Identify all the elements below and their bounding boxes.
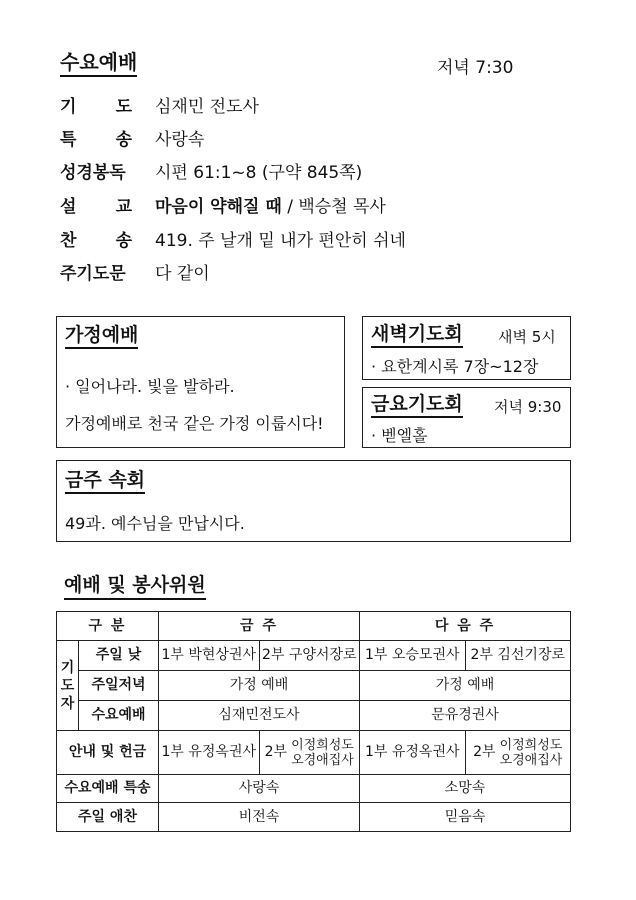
usher-next-name1: 이정희성도 (499, 737, 563, 753)
prayer-group-text: 기도자 (60, 659, 75, 712)
head-next-week: 다 음 주 (360, 612, 571, 641)
cell-next: 가정 예배 (360, 671, 571, 701)
family-worship-title: 가정예배 (65, 323, 138, 349)
cell-next-a: 1부 유정옥권사 (364, 744, 460, 760)
cell-this: 비전속 (159, 803, 360, 832)
family-worship-box (56, 316, 345, 448)
cell-next: 소망속 (360, 775, 571, 803)
friday-prayer-text: · 벧엘홀 (371, 426, 428, 445)
info-label: 주기도문 (60, 263, 126, 284)
wednesday-time: 저녁 7:30 (437, 58, 514, 78)
info-value: 사랑속 (155, 129, 205, 150)
info-value: 419. 주 날개 밑 내가 편안히 쉬네 (155, 230, 406, 251)
family-worship-line1: · 일어나라. 빛을 발하라. (65, 377, 235, 396)
family-worship-line2: 가정예배로 천국 같은 가정 이룹시다! (65, 414, 324, 433)
info-value (155, 192, 386, 217)
table-row (57, 731, 571, 775)
info-row-special-song (60, 123, 204, 151)
friday-prayer-box (362, 387, 571, 448)
info-row-hymn (60, 224, 406, 252)
usher-this-name1: 이정희성도 (291, 737, 354, 753)
info-label: 성경봉독 (60, 162, 126, 183)
cell-this (159, 641, 360, 671)
info-label: 설 교 (60, 196, 132, 217)
usher-this-names (291, 738, 354, 768)
cell-next: 문유경권사 (360, 701, 571, 731)
wednesday-title: 수요예배 (60, 50, 137, 77)
usher-next-prefix: 2부 (473, 744, 496, 760)
cell-this-a: 1부 유정옥권사 (161, 744, 256, 760)
duty-title: 예배 및 봉사위원 (64, 573, 206, 600)
info-value: 시편 61:1~8 (구약 845쪽) (155, 162, 363, 183)
dawn-prayer-box (362, 316, 571, 380)
dawn-prayer-text: · 요한계시록 7장~12장 (371, 357, 539, 376)
row-label: 수요예배 (79, 701, 159, 731)
cell-next (360, 731, 571, 775)
usher-this-prefix: 2부 (264, 744, 288, 760)
cell-next: 믿음속 (360, 803, 571, 832)
usher-this-name2: 오경애집사 (291, 752, 354, 768)
table-row (57, 803, 571, 832)
cell-this-b: 2부 구양서장로 (259, 641, 360, 670)
cell-meeting-title: 금주 속회 (65, 468, 145, 494)
head-this-week: 금 주 (159, 612, 360, 641)
cell-meeting-box (56, 460, 571, 542)
table-row (57, 701, 571, 731)
sermon-preacher: / 백승철 목사 (281, 196, 386, 217)
row-label: 주일 낮 (79, 641, 159, 671)
info-value: 다 같이 (155, 263, 210, 284)
cell-this: 사랑속 (159, 775, 360, 803)
info-row-lords-prayer (60, 257, 210, 285)
head-category: 구 분 (57, 612, 159, 641)
table-row (57, 671, 571, 701)
cell-meeting-text: 49과. 예수님을 만납시다. (65, 514, 245, 533)
cell-this-a: 1부 박현상권사 (161, 647, 256, 663)
duty-table (56, 611, 571, 832)
prayer-group-label (57, 641, 79, 731)
cell-next (360, 641, 571, 671)
row-label: 주일 애찬 (57, 803, 159, 832)
info-label: 기 도 (60, 96, 132, 117)
info-row-sermon (60, 190, 386, 218)
friday-prayer-time: 저녁 9:30 (494, 398, 562, 416)
info-row-scripture (60, 156, 362, 184)
dawn-prayer-time: 새벽 5시 (498, 328, 556, 346)
info-label: 특 송 (60, 129, 132, 150)
cell-next-b (465, 731, 571, 774)
info-row-prayer (60, 90, 259, 118)
usher-next-name2: 오경애집사 (499, 752, 563, 768)
usher-next-names (500, 738, 563, 768)
friday-prayer-title: 금요기도회 (371, 392, 463, 418)
cell-this (159, 731, 360, 775)
row-label: 안내 및 헌금 (57, 731, 159, 775)
cell-next-b: 2부 김선기장로 (465, 641, 571, 670)
row-label: 수요예배 특송 (57, 775, 159, 803)
sermon-title: 마음이 약해질 때 (155, 196, 282, 217)
info-label: 찬 송 (60, 230, 132, 251)
cell-this: 심재민전도사 (159, 701, 360, 731)
info-value: 심재민 전도사 (155, 96, 259, 117)
cell-next-a: 1부 오승모권사 (364, 647, 460, 663)
dawn-prayer-title: 새벽기도회 (371, 322, 463, 348)
table-header-row (57, 612, 571, 641)
table-row (57, 775, 571, 803)
table-row (57, 641, 571, 671)
cell-this-b (259, 731, 360, 774)
row-label: 주일저녁 (79, 671, 159, 701)
cell-this: 가정 예배 (159, 671, 360, 701)
